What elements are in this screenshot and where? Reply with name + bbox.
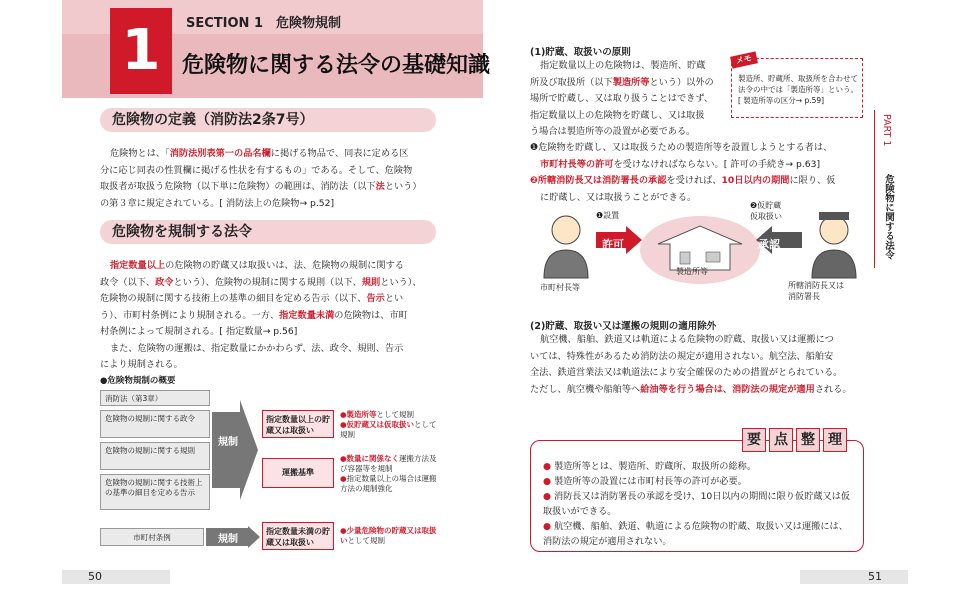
summary-title-char: 整 xyxy=(796,428,820,452)
diag-over-quantity-notes: ●製造所等として規制 ●仮貯蔵又は仮取扱いとして規制 xyxy=(340,410,437,439)
diag-transport-box: 運搬基準 xyxy=(262,458,334,488)
summary-item-3: ● 消防長又は消防署長の承認を受け、10日以内の期間に限り仮貯蔵又は仮取扱いができる。 xyxy=(543,491,851,517)
diagram-title: ●危険物規制の概要 xyxy=(100,376,176,386)
illus-facility-label: 製造所等 xyxy=(676,267,708,276)
illus-permit-label: 許可 xyxy=(602,238,624,251)
principle-bullets: ❶危険物を貯蔵し、又は取扱うための製造所等を設置しようとする者は、 市町村長等の許可を受けなければならない。[ 許可の手続き→ p.63] ❷所轄消防長又は消防署長の承認を受ければ、10日以内の期間に限り、仮 に貯蔵し、又は取扱うことができる。 xyxy=(530,142,836,203)
summary-item-4: ● 航空機、船舶、鉄道、軌道による危険物の貯蔵、取扱い又は運搬には、消防法の規定が適用されない。 xyxy=(543,521,848,547)
regulations-paragraph: 指定数量以上の危険物の貯蔵又は取扱いは、法、危険物の規制に関する 政令（以下、政令という）、危険物の規制に関する規則（以下、規則という）、 危険物の規制に関する技術上の基準の細目を定める告示（以下、告示とい う）、市町村条例により規制される。一方、指定数量未満の危険物は、市町 村条例によって規制される。[ 指定数量→ p.56] また、危険物の運搬は、指定数量にかかわらず、法、政令、規則、告示 により規制される。 xyxy=(100,260,422,370)
diag-under-quantity-notes: ●少量危険物の貯蔵又は取扱いとして規制 xyxy=(340,526,437,545)
part-title: 危険物に関する法令 xyxy=(883,174,894,260)
part-tab xyxy=(874,110,898,268)
diag-arrow-shape xyxy=(210,400,260,500)
heading-regulations: 危険物を規制する法令 xyxy=(100,220,436,244)
diag-under-quantity-box: 指定数量未満の貯蔵又は取扱い xyxy=(262,522,334,550)
diag-ordinance-box: 危険物の規制に関する政令 xyxy=(100,410,210,438)
diag-transport-notes: ●数量に関係なく運搬方法及び容器等を規制 ●指定数量以上の場合は運搬方法の規制強化 xyxy=(340,454,437,493)
illus-step1: ❶設置 xyxy=(596,211,620,220)
diag-rules-box: 危険物の規制に関する規則 xyxy=(100,442,210,470)
summary-title-char: 要 xyxy=(742,428,766,452)
principle-paragraph: 指定数量以上の危険物は、製造所、貯蔵 所及び取扱所（以下製造所等という）以外の 場所で貯蔵し、又は取り扱うことはできず、 指定数量以上の危険物を貯蔵し、又は取扱 う場合は製造所等の設置が必要である。 xyxy=(530,60,714,137)
summary-item-1: ● 製造所等とは、製造所、貯蔵所、取扱所の総称。 xyxy=(543,461,757,472)
summary-box xyxy=(530,440,864,552)
page-number-left: 50 xyxy=(62,570,170,584)
exemption-paragraph: 航空機、船舶、鉄道又は軌道による危険物の貯蔵、取扱い又は運搬につ いては、特殊性があるため消防法の規定が適用されない。航空法、船舶安 全法、鉄道営業法又は軌道法により安全確保のための措置がとられている。 ただし、航空機や船舶等へ給油等を行う場合は、消防法の規定が適用される。 xyxy=(530,334,852,395)
memo-box: 製造所、貯蔵所、取扱所を合わせて法令の中では「製造所等」という。[ 製造所等の区分→ p.59] xyxy=(731,58,863,118)
chapter-number: 1 xyxy=(110,8,172,94)
section-label: SECTION 1 危険物規制 xyxy=(186,16,341,31)
memo-tag: メモ xyxy=(730,51,758,68)
part-label: PART 1 xyxy=(881,114,892,147)
illus-chief-label: 所轄消防長又は 消防署長 xyxy=(788,281,844,301)
summary-item-2: ● 製造所等の設置には市町村長等の許可が必要。 xyxy=(543,476,747,487)
illus-step2: ❷仮貯蔵 仮取扱い xyxy=(750,201,782,221)
illus-approve-label: 承認 xyxy=(758,238,780,251)
diag-kisei-label: 規制 xyxy=(218,437,238,448)
subheading-exemption: (2)貯蔵、取扱い又は運搬の規則の適用除外 xyxy=(530,321,717,332)
diag-kisei2-label: 規制 xyxy=(218,534,238,545)
summary-title-char: 点 xyxy=(769,428,793,452)
summary-title-char: 理 xyxy=(823,428,847,452)
page-number-right: 51 xyxy=(800,570,908,584)
chapter-title: 危険物に関する法令の基礎知識 xyxy=(182,53,491,78)
diag-notice-box: 危険物の規制に関する技術上の基準の細目を定める告示 xyxy=(100,474,210,510)
heading-definition: 危険物の定義（消防法2条7号） xyxy=(100,108,436,132)
diag-law-box: 消防法（第3章） xyxy=(100,390,210,406)
illus-mayor-label: 市町村長等 xyxy=(540,283,580,292)
diag-city-box: 市町村条例 xyxy=(100,528,204,546)
diag-over-quantity-box: 指定数量以上の貯蔵又は取扱い xyxy=(262,410,334,438)
subheading-principle: (1)貯蔵、取扱いの原則 xyxy=(530,47,631,58)
definition-paragraph: 危険物とは、「消防法別表第一の品名欄に掲げる物品で、同表に定める区 分に応じ同表の性質欄に掲げる性状を有するもの」である。そして、危険物 取扱者が取扱う危険物（以下単に危険物）の範囲は、消防法（以下法という） の第３章に規定されている。[ 消防法上の危険物→ p.52] xyxy=(100,148,422,209)
summary-title xyxy=(742,428,847,452)
